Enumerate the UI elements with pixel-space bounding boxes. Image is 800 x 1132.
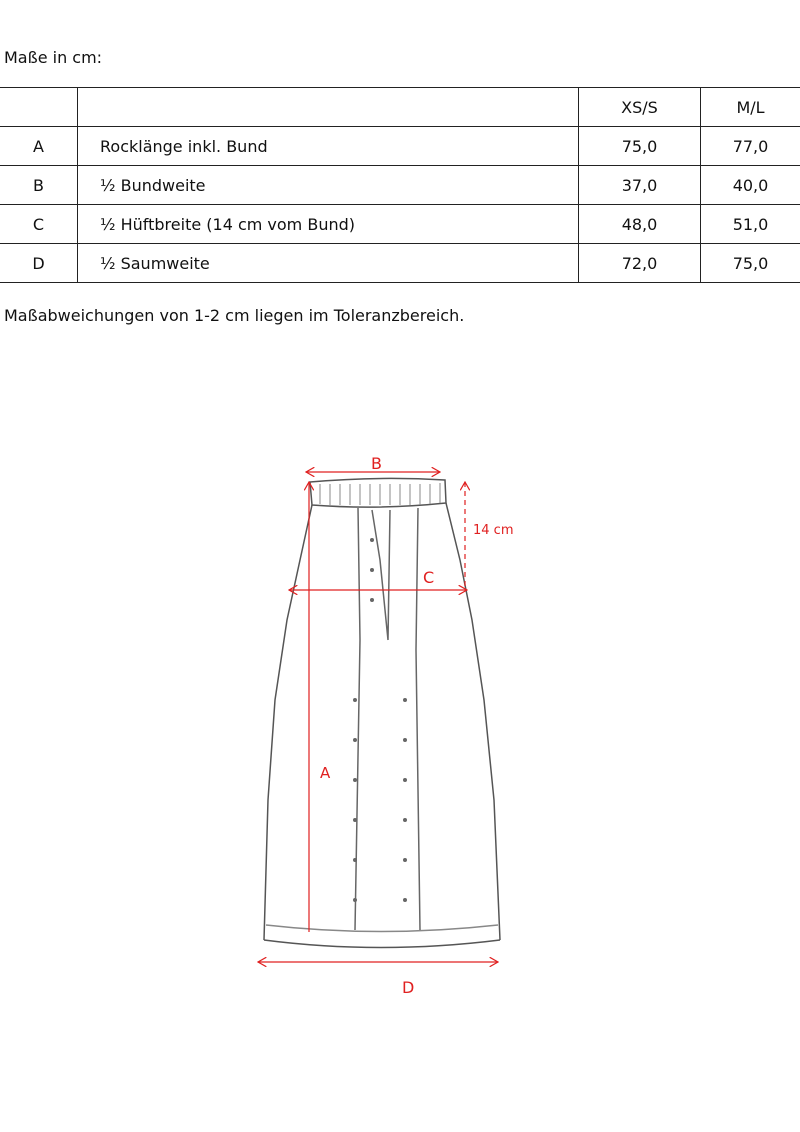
row-label: ½ Saumweite: [78, 244, 579, 283]
row-code: D: [0, 244, 78, 283]
page-title: Maße in cm:: [4, 48, 103, 67]
row-xs-s: 37,0: [579, 166, 701, 205]
row-label: Rocklänge inkl. Bund: [78, 127, 579, 166]
label-14cm: 14 cm: [473, 523, 514, 538]
row-code: B: [0, 166, 78, 205]
row-label: ½ Bundweite: [78, 166, 579, 205]
row-m-l: 77,0: [701, 127, 800, 166]
row-m-l: 40,0: [701, 166, 800, 205]
row-xs-s: 75,0: [579, 127, 701, 166]
row-xs-s: 48,0: [579, 205, 701, 244]
row-xs-s: 72,0: [579, 244, 701, 283]
row-m-l: 75,0: [701, 244, 800, 283]
row-code: C: [0, 205, 78, 244]
row-label: ½ Hüftbreite (14 cm vom Bund): [78, 205, 579, 244]
header-cell: M/L: [701, 88, 800, 127]
label-a: A: [320, 764, 331, 782]
header-cell: XS/S: [579, 88, 701, 127]
label-b: B: [371, 454, 382, 473]
row-code: A: [0, 127, 78, 166]
label-c: C: [423, 568, 435, 587]
tolerance-note: Maßabweichungen von 1-2 cm liegen im Toleranzbereich.: [4, 306, 465, 325]
row-m-l: 51,0: [701, 205, 800, 244]
label-d: D: [402, 978, 415, 997]
